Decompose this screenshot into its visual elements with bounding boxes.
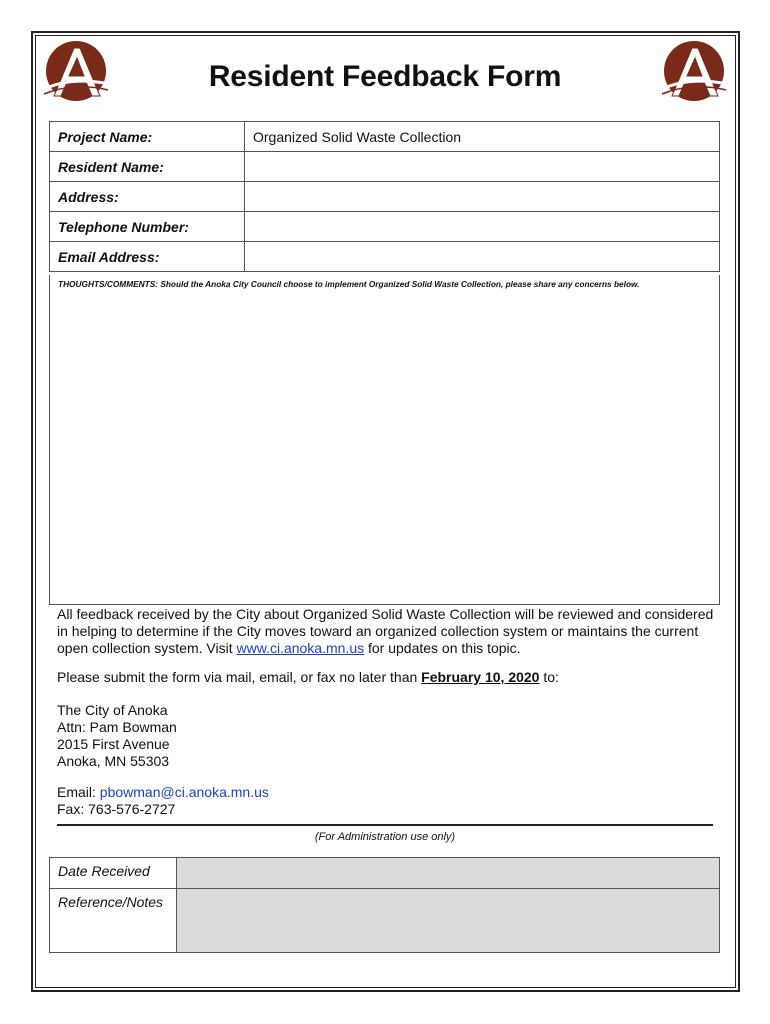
info-row-project [50,122,720,152]
email-label: Email: [57,784,100,800]
feedback-notice [57,606,722,657]
telephone-label: Telephone Number: [50,212,245,242]
date-received-field[interactable] [177,858,720,889]
admin-row-notes [50,889,720,953]
address-line: Attn: Pam Bowman [57,719,177,735]
address-label: Address: [50,182,245,212]
address-line: Anoka, MN 55303 [57,753,170,769]
form-title: Resident Feedback Form [208,60,562,93]
city-website-link[interactable]: www.ci.anoka.mn.us [236,640,365,656]
address-line: The City of Anoka [57,702,168,718]
email-address-label: Email Address: [50,242,245,272]
submit-deadline: February 10, 2020 [421,669,540,685]
resident-info-table [49,121,720,272]
submit-text-before: Please submit the form via mail, email, or fax no later than [57,669,422,685]
submit-text-after: to: [539,669,559,685]
resident-name-label: Resident Name: [50,152,245,182]
notice-text-1: All feedback received by the City about Organized Solid Waste Collection will be reviewed and considered in helping to determine if the City moves toward an organized collection system or maintains the current open collection system. Visit [57,606,714,656]
admin-caption: (For Administration use only) [314,831,456,843]
info-row-email [50,242,720,272]
info-row-telephone [50,212,720,242]
project-name-label: Project Name: [50,122,245,152]
admin-row-date [50,858,720,889]
reference-notes-label: Reference/Notes [50,889,177,953]
telephone-field[interactable] [245,212,720,242]
contact-info [57,784,722,818]
email-line [57,784,722,801]
reference-notes-field[interactable] [177,889,720,953]
resident-name-field[interactable] [245,152,720,182]
mailing-address [57,702,722,770]
comments-label: THOUGHTS/COMMENTS: Should the Anoka City Council choose to implement Organized Solid Waste Collection, please share any concerns below. [58,279,640,289]
date-received-label: Date Received [50,858,177,889]
contact-email-link[interactable]: pbowman@ci.anoka.mn.us [99,784,269,800]
submit-instructions [57,669,722,686]
project-name-field[interactable]: Organized Solid Waste Collection [245,122,720,152]
comments-field[interactable] [49,275,720,605]
email-address-field[interactable] [245,242,720,272]
address-line: 2015 First Avenue [57,736,170,752]
notice-text-2: for updates on this topic. [364,640,521,656]
fax-line: Fax: 763-576-2727 [57,801,176,817]
admin-table [49,857,720,953]
info-row-address [50,182,720,212]
info-row-resident [50,152,720,182]
address-field[interactable] [245,182,720,212]
admin-divider [57,824,713,826]
